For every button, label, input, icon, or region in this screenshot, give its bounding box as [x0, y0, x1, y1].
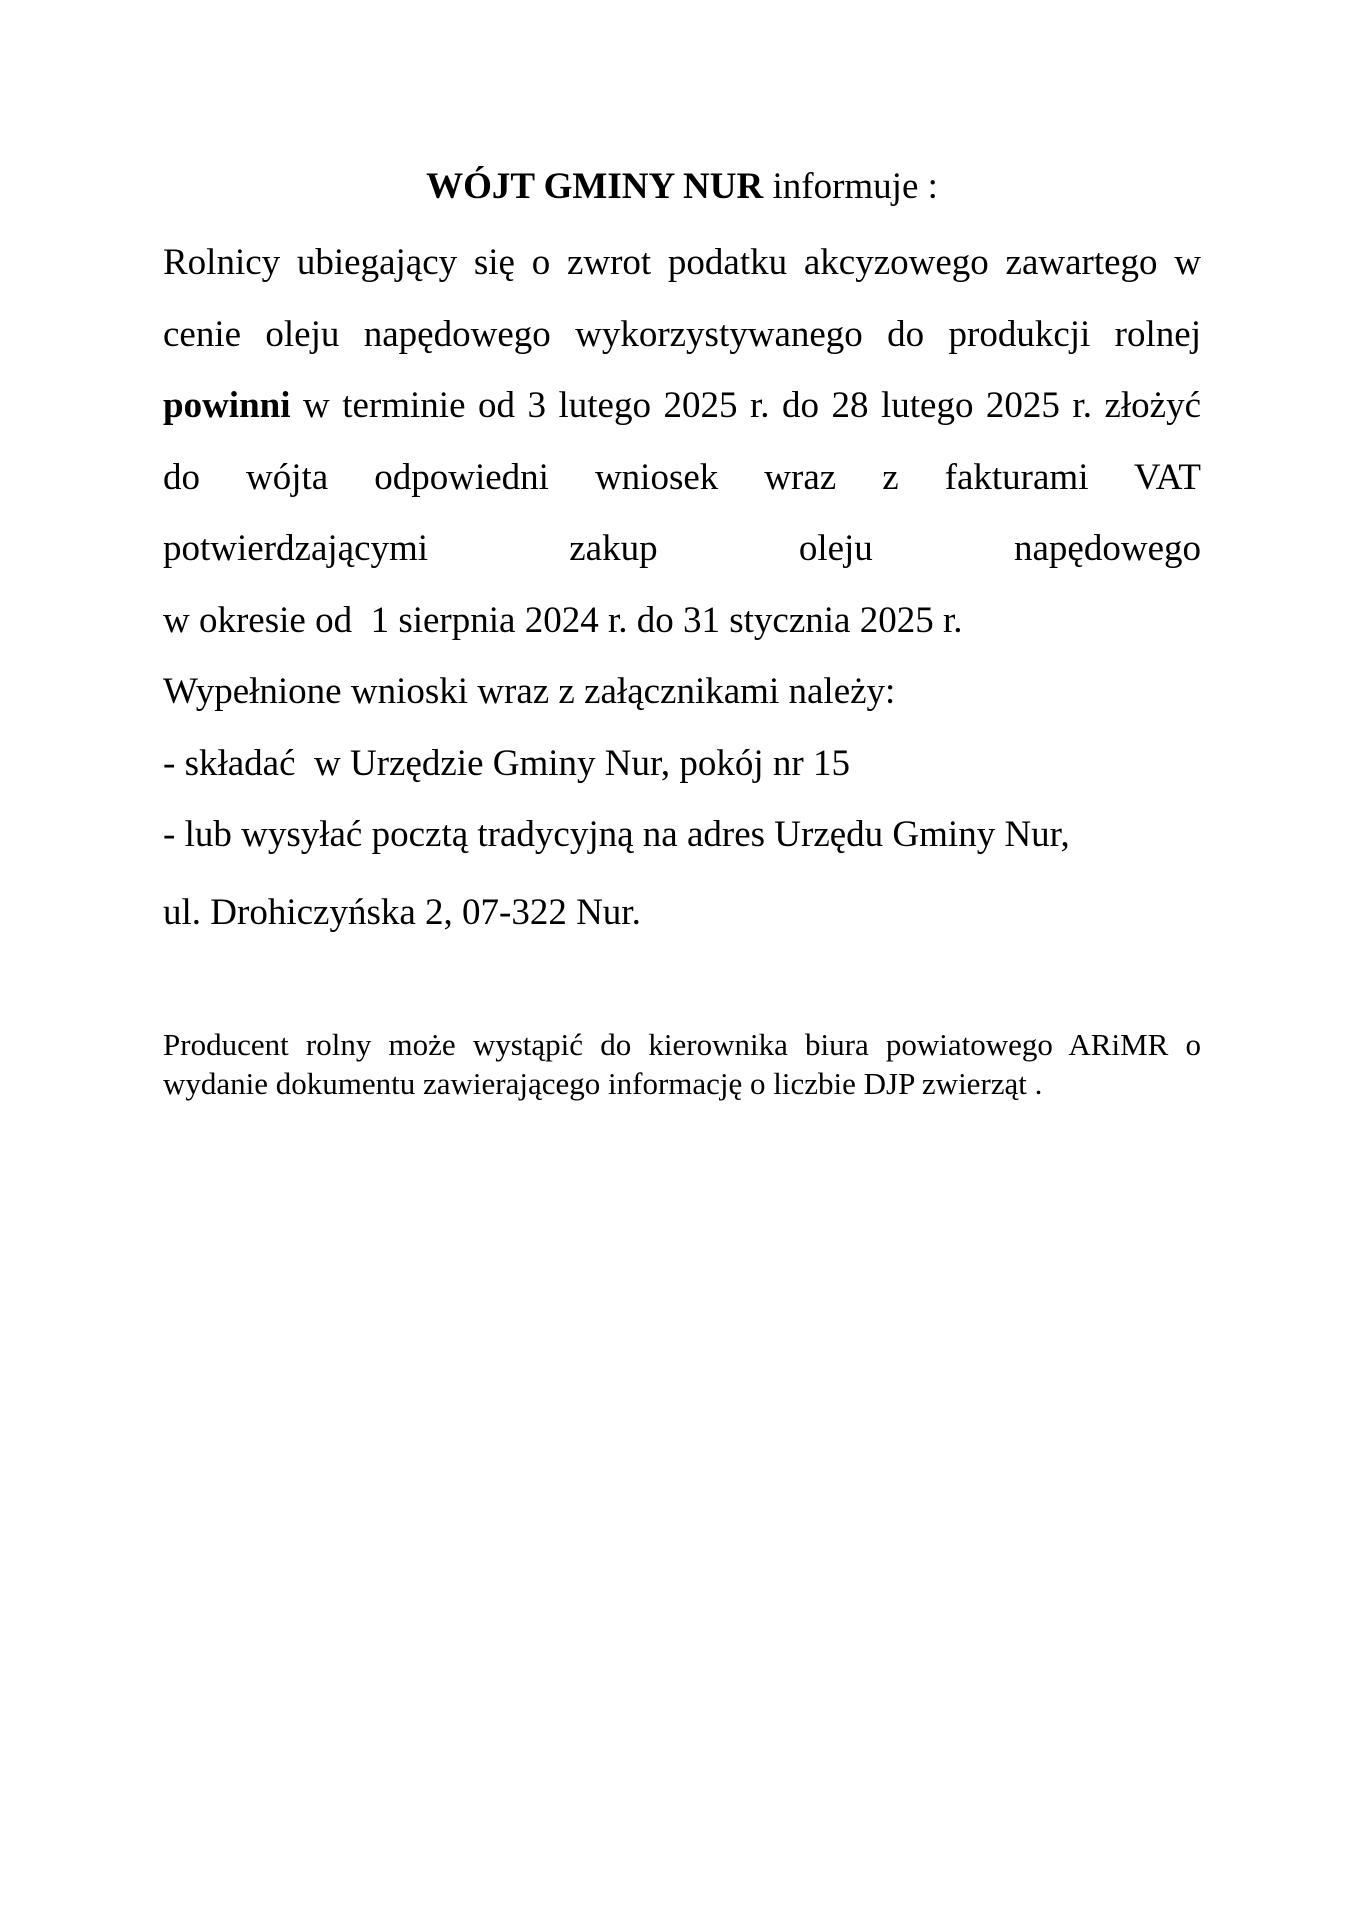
notice-title-rest: informuje :	[763, 166, 938, 207]
mail-line: - lub wysyłać pocztą tradycyjną na adres Urzędu Gminy Nur,	[163, 814, 1070, 855]
notice-content	[163, 162, 1201, 948]
paragraph-text-part2: w terminie od 3 lutego 2025 r. do 28 lutego 2025 r. złożyć do wójta odpowiedni wniosek wraz z fakturami VAT potwierdzającymi zakup oleju napędowego	[163, 385, 1201, 569]
notice-title-bold: WÓJT GMINY NUR	[426, 166, 764, 207]
applications-line: Wypełnione wnioski wraz z załącznikami należy:	[163, 671, 896, 712]
notice-title	[163, 162, 1201, 212]
submit-line: - składać w Urzędzie Gminy Nur, pokój nr 15	[163, 742, 850, 784]
notice-paragraph-main	[163, 227, 1201, 585]
paragraph-text-part1: Rolnicy ubiegający się o zwrot podatku akcyzowego zawartego w cenie oleju napędowego wykorzystywanego do produkcji rolnej	[163, 242, 1201, 355]
paragraph-text-bold: powinni	[163, 385, 291, 426]
paragraph-last-line: w okresie od 1 sierpnia 2024 r. do 31 stycznia 2025 r.	[163, 599, 963, 641]
notice-footnote: Producent rolny może wystąpić do kierownika biura powiatowego ARiMR o wydanie dokumentu zawierającego informację o liczbie DJP zwierząt .	[163, 1027, 1201, 1101]
address-line: ul. Drohiczyńska 2, 07-322 Nur.	[163, 891, 641, 933]
